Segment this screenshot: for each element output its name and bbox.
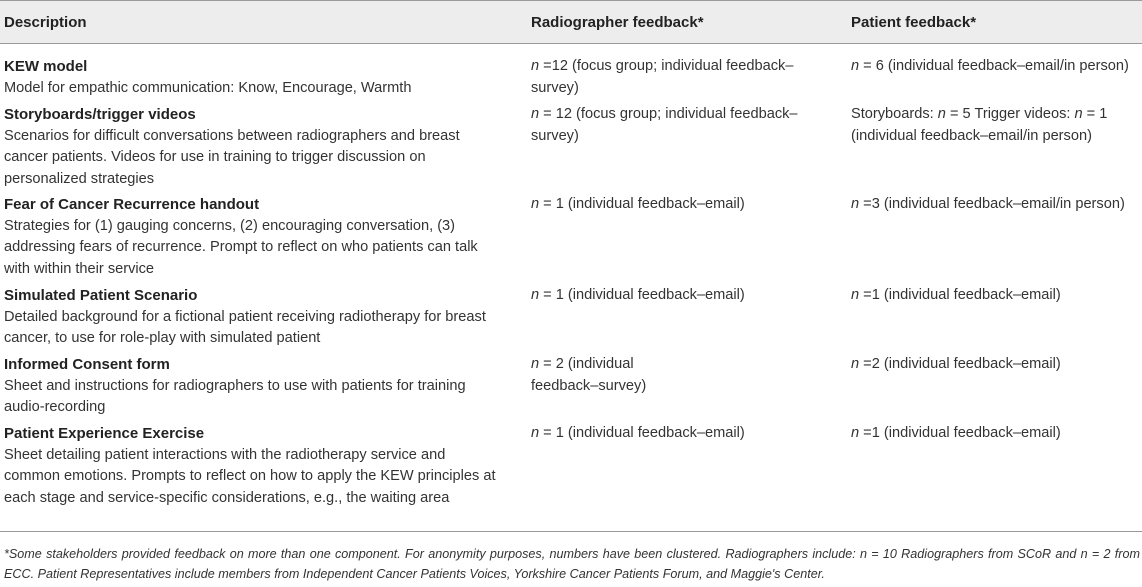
component-description: Strategies for (1) gauging concerns, (2) encouraging conversation, (3) addressing fears of recurrence. Prompt to reflect on who patients can talk with within their service	[4, 217, 478, 277]
table-header	[0, 0, 1142, 44]
patient-feedback-text: =2 (individual feedback–email)	[859, 356, 1061, 372]
patient-feedback-cell	[851, 56, 1141, 78]
radiographer-feedback-cell	[531, 104, 836, 147]
component-title: Simulated Patient Scenario	[4, 287, 198, 304]
component-description: Sheet and instructions for radiographers to use with patients for training audio-recording	[4, 377, 466, 415]
component-title: Patient Experience Exercise	[4, 425, 205, 442]
table-footnote: *Some stakeholders provided feedback on more than one component. For anonymity purposes, numbers have been clustered. Radiographers include: n = 10 Radiographers from SCoR and n = 2 from ECC. Patient Representatives include members from Independent Cancer Patients Voices, Yorkshire Cancer Patients Forum, and Maggie's Center.	[4, 547, 1140, 581]
n-label: n	[531, 287, 540, 303]
n-label: n	[851, 58, 860, 74]
component-title: Storyboards/trigger videos	[4, 106, 196, 123]
header-radiographer-feedback: Radiographer feedback*	[531, 14, 704, 31]
n-label: n	[851, 196, 860, 212]
radiographer-feedback-cell	[531, 285, 836, 307]
component-description: Sheet detailing patient interactions with the radiotherapy service and common emotions. Prompts to reflect on how to apply the KEW principles at each stage and service-specific considerations, e.g., the waiting area	[4, 446, 496, 506]
patient-feedback-cell	[851, 423, 1141, 445]
patient-feedback-prefix: Storyboards:	[851, 106, 938, 122]
radiographer-feedback-cell	[531, 56, 836, 99]
patient-feedback-cell	[851, 285, 1141, 307]
n-label: n	[851, 425, 860, 441]
component-title: KEW model	[4, 58, 88, 75]
patient-feedback-cell	[851, 194, 1141, 216]
radiographer-feedback-text: = 1 (individual feedback–email)	[539, 425, 745, 441]
radiographer-feedback-cell	[531, 354, 681, 397]
patient-feedback-text-2: = 1 (individual feedback–email/in person)	[851, 106, 1108, 144]
n-label: n	[851, 356, 860, 372]
n-label: n	[851, 287, 860, 303]
radiographer-feedback-text: =12 (focus group; individual feedback–survey)	[531, 58, 794, 96]
table-bottom-rule	[0, 531, 1142, 532]
radiographer-feedback-cell	[531, 423, 836, 445]
patient-feedback-cell	[851, 104, 1141, 147]
radiographer-feedback-cell	[531, 194, 836, 216]
n-label: n	[531, 425, 540, 441]
description-cell	[4, 285, 504, 350]
component-description: Scenarios for difficult conversations between radiographers and breast cancer patients. Videos for use in training to trigger discussion on personalized strategies	[4, 127, 460, 187]
header-description: Description	[4, 14, 87, 31]
n-label: n	[1074, 106, 1083, 122]
description-cell	[4, 194, 504, 280]
radiographer-feedback-text: = 2 (individual feedback–survey)	[531, 356, 647, 394]
patient-feedback-text: = 5 Trigger videos:	[945, 106, 1075, 122]
patient-feedback-text: =1 (individual feedback–email)	[859, 287, 1061, 303]
n-label: n	[531, 58, 540, 74]
patient-feedback-text: =1 (individual feedback–email)	[859, 425, 1061, 441]
patient-feedback-text: =3 (individual feedback–email/in person)	[859, 196, 1125, 212]
patient-feedback-text: = 6 (individual feedback–email/in person)	[859, 58, 1129, 74]
component-title: Informed Consent form	[4, 356, 170, 373]
n-label: n	[531, 356, 540, 372]
radiographer-feedback-text: = 1 (individual feedback–email)	[539, 287, 745, 303]
component-description: Model for empathic communication: Know, Encourage, Warmth	[4, 79, 412, 96]
n-label: n	[937, 106, 946, 122]
radiographer-feedback-text: = 12 (focus group; individual feedback–survey)	[531, 106, 798, 144]
component-description: Detailed background for a fictional patient receiving radiotherapy for breast cancer, to use for role-play with simulated patient	[4, 308, 486, 346]
component-title: Fear of Cancer Recurrence handout	[4, 196, 260, 213]
description-cell	[4, 56, 504, 99]
description-cell	[4, 104, 504, 190]
header-patient-feedback: Patient feedback*	[851, 14, 977, 31]
description-cell	[4, 423, 504, 509]
n-label: n	[531, 196, 540, 212]
patient-feedback-cell	[851, 354, 1141, 376]
n-label: n	[531, 106, 540, 122]
radiographer-feedback-text: = 1 (individual feedback–email)	[539, 196, 745, 212]
description-cell	[4, 354, 504, 419]
